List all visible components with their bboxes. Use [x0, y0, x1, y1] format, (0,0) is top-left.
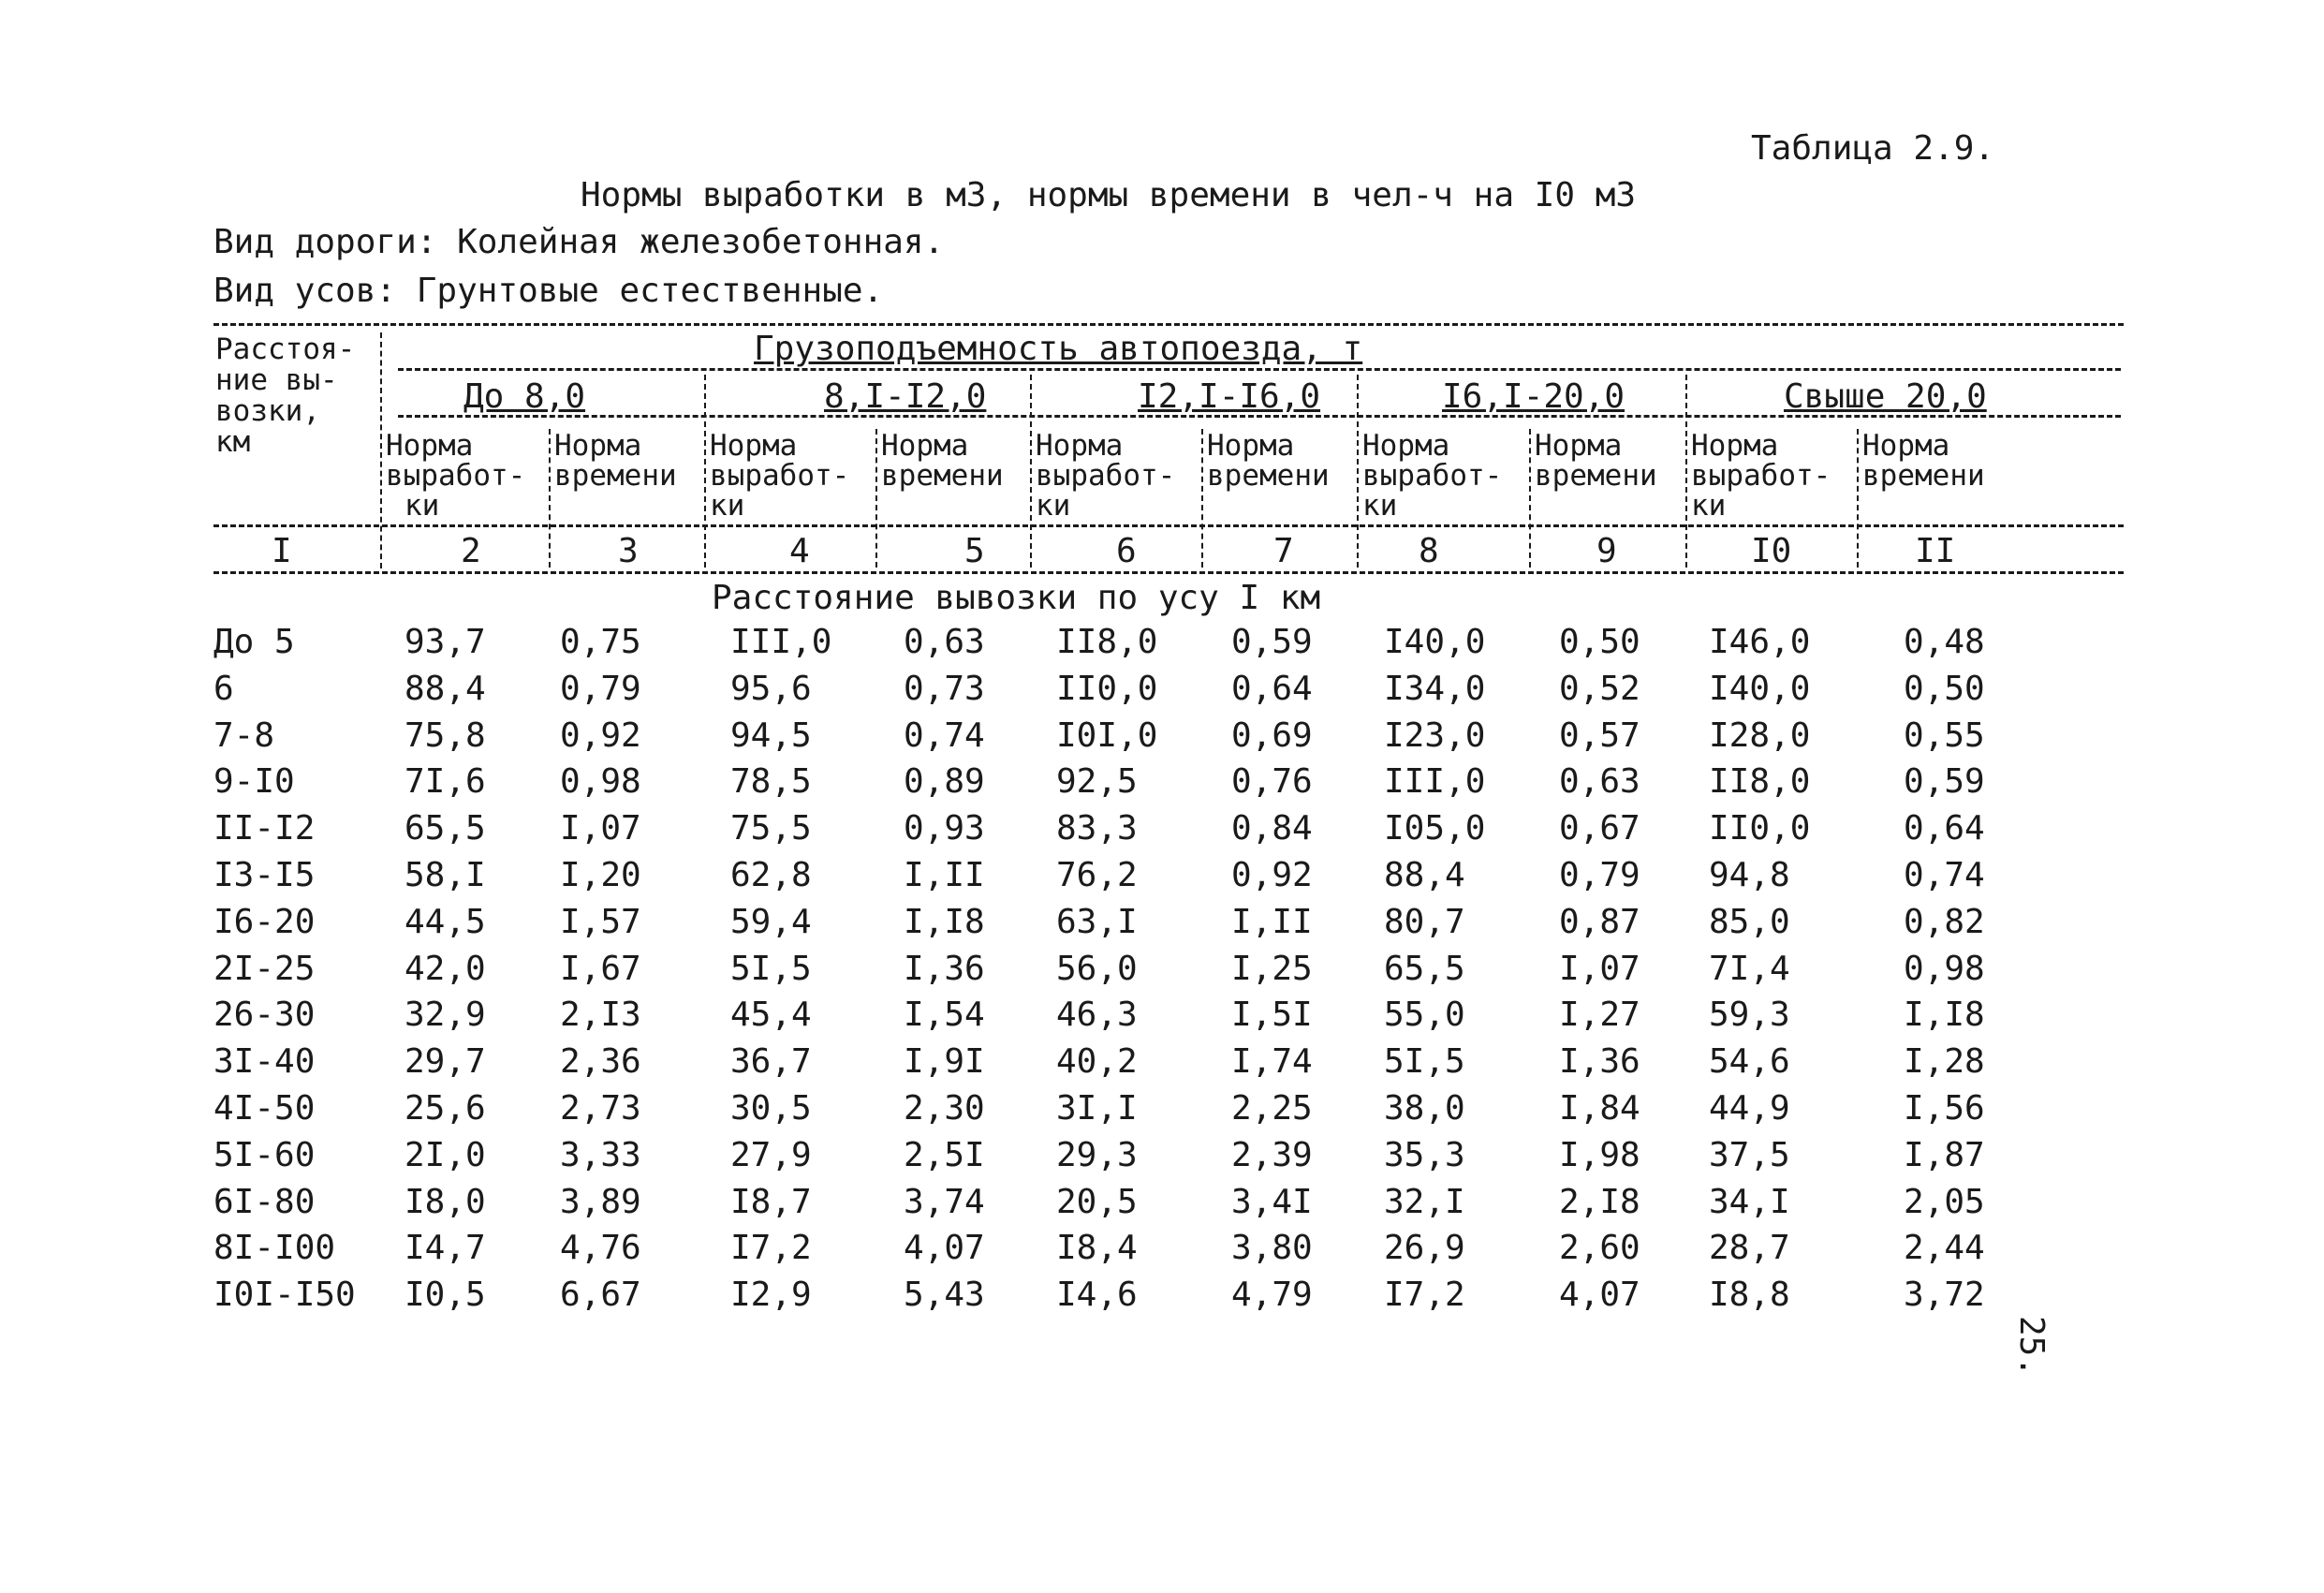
- row-distance: 6I-80: [213, 1182, 316, 1221]
- norm-output-2: выработ-: [1036, 459, 1176, 493]
- norm-time-2: времени: [1862, 459, 1985, 493]
- norm-time-1: Норма: [554, 429, 642, 463]
- norm-time-value: 2,05: [1904, 1182, 1985, 1221]
- norm-output-1: Норма: [710, 429, 798, 463]
- norm-output-value: 26,9: [1384, 1229, 1465, 1268]
- norm-output-value: 44,9: [1709, 1089, 1790, 1128]
- norm-output-value: 76,2: [1056, 856, 1138, 894]
- norm-output-value: 37,5: [1709, 1135, 1790, 1174]
- norm-time-value: I,98: [1559, 1135, 1640, 1174]
- norm-output-value: 63,I: [1056, 902, 1138, 941]
- norm-output-value: I8,8: [1709, 1276, 1790, 1315]
- row-distance: 2I-25: [213, 949, 316, 988]
- col-separator: [1529, 429, 1531, 568]
- norm-output-value: 93,7: [404, 623, 486, 661]
- norm-output-value: 88,4: [404, 669, 486, 708]
- norm-output-value: 58,I: [404, 856, 486, 894]
- capacity-header: Грузоподъемность автопоезда, т: [754, 330, 1363, 368]
- norm-time-value: 0,50: [1559, 623, 1640, 661]
- norm-output-3: ки: [1036, 489, 1071, 523]
- norm-output-value: 92,5: [1056, 762, 1138, 802]
- norm-time-value: I,07: [560, 809, 641, 848]
- norm-output-value: 62,8: [730, 856, 812, 894]
- norm-time-value: 3,4I: [1231, 1182, 1313, 1221]
- norm-time-value: I,57: [560, 902, 641, 941]
- row-distance: До 5: [213, 623, 295, 661]
- row-distance: 6: [213, 669, 234, 708]
- col-separator: [1357, 375, 1359, 568]
- norm-output-2: выработ-: [386, 459, 526, 493]
- norm-output-value: 3I,I: [1056, 1089, 1138, 1128]
- norm-output-value: 45,4: [730, 996, 812, 1035]
- norm-time-value: 0,64: [1231, 669, 1313, 708]
- norm-output-value: 75,8: [404, 715, 486, 755]
- col-number: 2: [461, 532, 481, 570]
- norm-output-value: I0,5: [404, 1276, 486, 1315]
- norm-output-value: 55,0: [1384, 996, 1465, 1035]
- norm-time-value: 4,79: [1231, 1276, 1313, 1315]
- norm-time-value: I,27: [1559, 996, 1640, 1035]
- norm-output-value: 46,3: [1056, 996, 1138, 1035]
- norm-time-value: I,9I: [904, 1042, 985, 1082]
- norm-output-value: I0I,0: [1056, 715, 1158, 755]
- norm-time-value: I,5I: [1231, 996, 1313, 1035]
- norm-output-value: 2I,0: [404, 1135, 486, 1174]
- group-header-3: I2,I-I6,0: [1138, 377, 1321, 416]
- norm-time-value: 0,59: [1904, 762, 1985, 802]
- norm-time-1: Норма: [881, 429, 969, 463]
- norm-time-value: 0,74: [904, 715, 985, 755]
- norm-time-value: 0,50: [1904, 669, 1985, 708]
- col-separator: [1685, 375, 1687, 568]
- col-number: I0: [1751, 532, 1792, 570]
- norm-output-value: 5I,5: [730, 949, 812, 988]
- norm-time-value: 2,60: [1559, 1229, 1640, 1268]
- norm-output-1: Норма: [1691, 429, 1779, 463]
- norm-output-value: 28,7: [1709, 1229, 1790, 1268]
- norm-output-value: 44,5: [404, 902, 486, 941]
- norm-time-value: 0,63: [1559, 762, 1640, 802]
- norm-output-value: 30,5: [730, 1089, 812, 1128]
- norm-time-value: 6,67: [560, 1276, 641, 1315]
- norm-time-value: 0,48: [1904, 623, 1985, 661]
- norm-output-value: 25,6: [404, 1089, 486, 1128]
- norm-output-value: 59,3: [1709, 996, 1790, 1035]
- norm-output-value: I40,0: [1384, 623, 1486, 661]
- norm-output-value: I8,4: [1056, 1229, 1138, 1268]
- norm-time-value: 0,69: [1231, 715, 1313, 755]
- norm-time-value: 3,33: [560, 1135, 641, 1174]
- norm-output-value: 42,0: [404, 949, 486, 988]
- norm-output-value: 29,3: [1056, 1135, 1138, 1174]
- distance-header-3: возки,: [215, 394, 320, 428]
- col-number: 8: [1419, 532, 1439, 570]
- norm-time-value: 3,89: [560, 1182, 641, 1221]
- norm-output-2: выработ-: [1362, 459, 1503, 493]
- col-number: 6: [1116, 532, 1137, 570]
- norm-time-value: 2,I8: [1559, 1182, 1640, 1221]
- norm-time-1: Норма: [1535, 429, 1623, 463]
- norm-time-value: 0,73: [904, 669, 985, 708]
- norm-output-value: 80,7: [1384, 902, 1465, 941]
- shoulder-type: Вид усов: Грунтовые естественные.: [213, 272, 884, 310]
- norm-output-value: II8,0: [1709, 762, 1811, 802]
- norm-time-value: 0,84: [1231, 809, 1313, 848]
- header-top-rule: [213, 323, 2124, 326]
- norm-time-value: 3,80: [1231, 1229, 1313, 1268]
- col-separator: [704, 375, 706, 568]
- norm-output-value: 85,0: [1709, 902, 1790, 941]
- col-number: 3: [618, 532, 639, 570]
- col-number: I: [272, 532, 292, 570]
- norm-time-value: 0,67: [1559, 809, 1640, 848]
- norm-time-value: I,67: [560, 949, 641, 988]
- norm-output-value: I7,2: [730, 1229, 812, 1268]
- norm-time-value: 0,64: [1904, 809, 1985, 848]
- col-number: 4: [789, 532, 810, 570]
- norm-time-value: 0,98: [1904, 949, 1985, 988]
- norm-output-value: 59,4: [730, 902, 812, 941]
- norm-output-value: 7I,4: [1709, 949, 1790, 988]
- norm-time-value: I,20: [560, 856, 641, 894]
- subheader-rule: [213, 524, 2124, 527]
- norm-output-value: I05,0: [1384, 809, 1486, 848]
- norm-output-value: I2,9: [730, 1276, 812, 1315]
- norm-time-value: 0,98: [560, 762, 641, 802]
- norm-time-value: 2,5I: [904, 1135, 985, 1174]
- row-distance: 9-I0: [213, 762, 295, 802]
- norm-time-2: времени: [554, 459, 677, 493]
- col-number: 9: [1596, 532, 1617, 570]
- norm-time-value: 2,30: [904, 1089, 985, 1128]
- capacity-rule: [398, 368, 2121, 371]
- norm-output-value: 34,I: [1709, 1182, 1790, 1221]
- norm-output-value: 29,7: [404, 1042, 486, 1082]
- row-distance: 7-8: [213, 715, 275, 755]
- norm-time-value: I,54: [904, 996, 985, 1035]
- distance-header-2: ние вы-: [215, 363, 338, 397]
- norm-output-value: 88,4: [1384, 856, 1465, 894]
- norm-output-value: II8,0: [1056, 623, 1158, 661]
- norm-time-value: 2,I3: [560, 996, 641, 1035]
- norm-output-1: Норма: [1036, 429, 1124, 463]
- col-separator: [1030, 375, 1032, 568]
- norm-time-value: 5,43: [904, 1276, 985, 1315]
- distance-header-1: Расстоя-: [215, 332, 356, 366]
- norm-time-value: 0,79: [560, 669, 641, 708]
- row-distance: 3I-40: [213, 1042, 316, 1082]
- norm-time-value: 0,87: [1559, 902, 1640, 941]
- norm-time-value: 3,74: [904, 1182, 985, 1221]
- norm-output-2: выработ-: [710, 459, 850, 493]
- norm-output-value: I23,0: [1384, 715, 1486, 755]
- row-distance: I0I-I50: [213, 1276, 356, 1315]
- norm-output-value: I28,0: [1709, 715, 1811, 755]
- norm-output-value: 40,2: [1056, 1042, 1138, 1082]
- norm-time-value: I,II: [904, 856, 985, 894]
- norm-output-3: ки: [1362, 489, 1398, 523]
- norm-output-2: выработ-: [1691, 459, 1831, 493]
- norm-time-value: 2,25: [1231, 1089, 1313, 1128]
- norm-time-value: I,56: [1904, 1089, 1985, 1128]
- colnum-rule: [213, 571, 2124, 574]
- col-separator: [549, 429, 551, 568]
- col-separator: [380, 332, 382, 568]
- norm-output-value: 32,I: [1384, 1182, 1465, 1221]
- norm-time-value: 0,82: [1904, 902, 1985, 941]
- distance-header-4: км: [215, 425, 251, 459]
- col-separator: [1201, 429, 1203, 568]
- norm-time-value: 2,36: [560, 1042, 641, 1082]
- norm-time-value: 0,76: [1231, 762, 1313, 802]
- norm-time-1: Норма: [1862, 429, 1950, 463]
- norm-time-value: I,I8: [904, 902, 985, 941]
- norm-time-value: I,07: [1559, 949, 1640, 988]
- norm-time-value: 0,74: [1904, 856, 1985, 894]
- group-header-4: I6,I-20,0: [1442, 377, 1625, 416]
- norm-time-value: I,II: [1231, 902, 1313, 941]
- row-distance: I3-I5: [213, 856, 316, 894]
- norm-time-value: 0,75: [560, 623, 641, 661]
- norm-output-value: II0,0: [1056, 669, 1158, 708]
- norm-output-value: 56,0: [1056, 949, 1138, 988]
- norm-time-2: времени: [881, 459, 1004, 493]
- norm-time-value: 0,57: [1559, 715, 1640, 755]
- norm-time-value: I,74: [1231, 1042, 1313, 1082]
- norm-time-value: 0,79: [1559, 856, 1640, 894]
- norm-output-value: I4,7: [404, 1229, 486, 1268]
- norm-output-value: 35,3: [1384, 1135, 1465, 1174]
- norm-time-value: 4,76: [560, 1229, 641, 1268]
- norm-output-value: 75,5: [730, 809, 812, 848]
- norm-time-value: 4,07: [904, 1229, 985, 1268]
- norm-output-value: 94,5: [730, 715, 812, 755]
- norm-output-3: ки: [404, 489, 440, 523]
- col-number: 7: [1273, 532, 1294, 570]
- norm-output-value: 95,6: [730, 669, 812, 708]
- norm-time-1: Норма: [1207, 429, 1295, 463]
- norm-time-value: 0,55: [1904, 715, 1985, 755]
- norm-output-value: 5I,5: [1384, 1042, 1465, 1082]
- norm-time-value: I,36: [1559, 1042, 1640, 1082]
- norm-output-value: III,0: [1384, 762, 1486, 802]
- row-distance: 5I-60: [213, 1135, 316, 1174]
- norm-output-value: I8,7: [730, 1182, 812, 1221]
- norm-time-value: 0,63: [904, 623, 985, 661]
- col-separator: [1857, 429, 1859, 568]
- norm-time-value: I,28: [1904, 1042, 1985, 1082]
- norm-output-1: Норма: [1362, 429, 1450, 463]
- group-header-1: До 8,0: [463, 377, 586, 416]
- row-distance: II-I2: [213, 809, 316, 848]
- norm-output-1: Норма: [386, 429, 474, 463]
- col-number: II: [1915, 532, 1956, 570]
- norm-time-value: 0,93: [904, 809, 985, 848]
- norm-time-value: 0,89: [904, 762, 985, 802]
- col-number: 5: [964, 532, 985, 570]
- norm-time-value: 4,07: [1559, 1276, 1640, 1315]
- norm-time-value: 3,72: [1904, 1276, 1985, 1315]
- norm-output-value: 32,9: [404, 996, 486, 1035]
- norm-output-value: 65,5: [404, 809, 486, 848]
- section-title: Расстояние вывозки по усу I км: [712, 579, 1321, 617]
- norm-output-value: I46,0: [1709, 623, 1811, 661]
- row-distance: 8I-I00: [213, 1229, 336, 1268]
- norm-output-value: III,0: [730, 623, 832, 661]
- row-distance: I6-20: [213, 902, 316, 941]
- norm-time-value: I,I8: [1904, 996, 1985, 1035]
- norm-time-value: 0,92: [560, 715, 641, 755]
- norm-output-value: 83,3: [1056, 809, 1138, 848]
- norm-time-value: I,87: [1904, 1135, 1985, 1174]
- norm-time-2: времени: [1535, 459, 1657, 493]
- norm-output-value: 65,5: [1384, 949, 1465, 988]
- norm-output-value: 94,8: [1709, 856, 1790, 894]
- page-number: 25.: [2012, 1316, 2051, 1378]
- norm-output-value: I40,0: [1709, 669, 1811, 708]
- norm-output-value: II0,0: [1709, 809, 1811, 848]
- norm-output-value: 20,5: [1056, 1182, 1138, 1221]
- norm-output-value: I34,0: [1384, 669, 1486, 708]
- table-label: Таблица 2.9.: [1751, 129, 1995, 168]
- norm-time-value: I,36: [904, 949, 985, 988]
- norm-output-value: 36,7: [730, 1042, 812, 1082]
- norm-time-value: 2,44: [1904, 1229, 1985, 1268]
- col-separator: [875, 429, 877, 568]
- norm-time-2: времени: [1207, 459, 1330, 493]
- norm-time-value: 0,92: [1231, 856, 1313, 894]
- norm-time-value: 2,73: [560, 1089, 641, 1128]
- norm-time-value: 0,52: [1559, 669, 1640, 708]
- table-title: Нормы выработки в м3, нормы времени в чел-ч на I0 м3: [581, 176, 1637, 214]
- norm-output-value: 7I,6: [404, 762, 486, 802]
- norm-output-3: ки: [1691, 489, 1727, 523]
- road-type: Вид дороги: Колейная железобетонная.: [213, 223, 945, 261]
- group-header-2: 8,I-I2,0: [824, 377, 987, 416]
- norm-output-value: 78,5: [730, 762, 812, 802]
- norm-output-value: I7,2: [1384, 1276, 1465, 1315]
- norm-time-value: I,25: [1231, 949, 1313, 988]
- row-distance: 26-30: [213, 996, 316, 1035]
- norm-time-value: I,84: [1559, 1089, 1640, 1128]
- norm-output-value: I8,0: [404, 1182, 486, 1221]
- norm-output-value: 27,9: [730, 1135, 812, 1174]
- group-header-5: Свыше 20,0: [1784, 377, 1987, 416]
- row-distance: 4I-50: [213, 1089, 316, 1128]
- norm-time-value: 0,59: [1231, 623, 1313, 661]
- norm-time-value: 2,39: [1231, 1135, 1313, 1174]
- norm-output-3: ки: [710, 489, 745, 523]
- norm-output-value: 38,0: [1384, 1089, 1465, 1128]
- norm-output-value: I4,6: [1056, 1276, 1138, 1315]
- norm-output-value: 54,6: [1709, 1042, 1790, 1082]
